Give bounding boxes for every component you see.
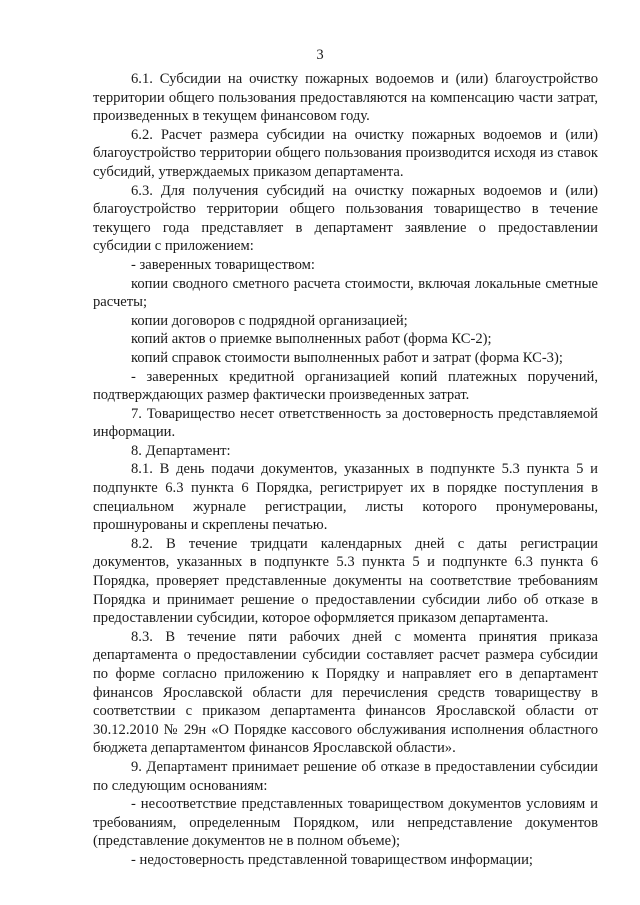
paragraph-6-2: 6.2. Расчет размера субсидии на очистку пожарных водоемов и (или) благоустройство территории общего пользования производится исходя из ставок субсидий, утверждаемых приказом департамента. — [93, 126, 598, 180]
paragraph-6-3: 6.3. Для получения субсидий на очистку пожарных водоемов и (или) благоустройство территории общего пользования товарищество в течение текущего года представляет в департамент заявление о предоставлении субсидии с приложением: — [93, 182, 598, 255]
list-item-payment-orders: - заверенных кредитной организацией копий платежных поручений, подтверждающих размер фактически произведенных затрат. — [93, 368, 598, 404]
list-item-ks3-copies: копий справок стоимости выполненных работ и затрат (форма КС-3); — [131, 349, 563, 366]
list-item-noncompliance: - несоответствие представленных товариществом документов условиям и требованиям, определенным Порядком, или непредставление документов (представление документов не в полном объеме); — [93, 796, 598, 850]
paragraph-8-1: 8.1. В день подачи документов, указанных в подпункте 5.3 пункта 5 и подпункте 6.3 пункта 6 Порядка, регистрирует их в порядке поступления в специальном журнале регистрации, листы которого пронумерованы, прошнурованы и скреплены печатью. — [93, 461, 598, 534]
page-number: 3 — [316, 47, 324, 63]
list-item-unreliable-info: - недостоверность представленной товариществом информации; — [131, 851, 533, 868]
paragraph-8-2: 8.2. В течение тридцати календарных дней с даты регистрации документов, указанных в подпункте 5.3 пункта 5 и подпункте 6.3 пункта 6 Порядка, проверяет представленные документы на соответствие требованиям Порядка и принимает решение о предоставлении субсидии либо об отказе в предоставлении субсидии, которое оформляется приказом департамента. — [93, 535, 598, 627]
paragraph-8: 8. Департамент: — [131, 442, 231, 459]
list-item-contract-copies: копии договоров с подрядной организацией; — [131, 312, 408, 329]
paragraph-9: 9. Департамент принимает решение об отказе в предоставлении субсидии по следующим основаниям: — [93, 758, 598, 794]
paragraph-6-1: 6.1. Субсидии на очистку пожарных водоемов и (или) благоустройство территории общего пользования предоставляются на компенсацию части затрат, произведенных в текущем финансовом году. — [93, 71, 598, 125]
list-item-certified: - заверенных товариществом: — [131, 256, 315, 273]
list-item-ks2-copies: копий актов о приемке выполненных работ (форма КС-2); — [131, 331, 492, 348]
document-body — [93, 70, 598, 870]
paragraph-8-3: 8.3. В течение пяти рабочих дней с момента принятия приказа департамента о предоставлении субсидии составляет расчет размера субсидии по форме согласно приложению к Порядку и направляет его в департамент финансов Ярославской области для перечисления средств товариществу в соответствии с приказом департамента финансов Ярославской области от 30.12.2010 № 29н «О Порядке кассового обслуживания исполнения областного бюджета департаментом финансов Ярославской области». — [93, 628, 598, 757]
paragraph-7: 7. Товарищество несет ответственность за достоверность представляемой информации. — [93, 405, 598, 441]
list-item-estimate-copies: копии сводного сметного расчета стоимости, включая локальные сметные расчеты; — [93, 275, 598, 311]
